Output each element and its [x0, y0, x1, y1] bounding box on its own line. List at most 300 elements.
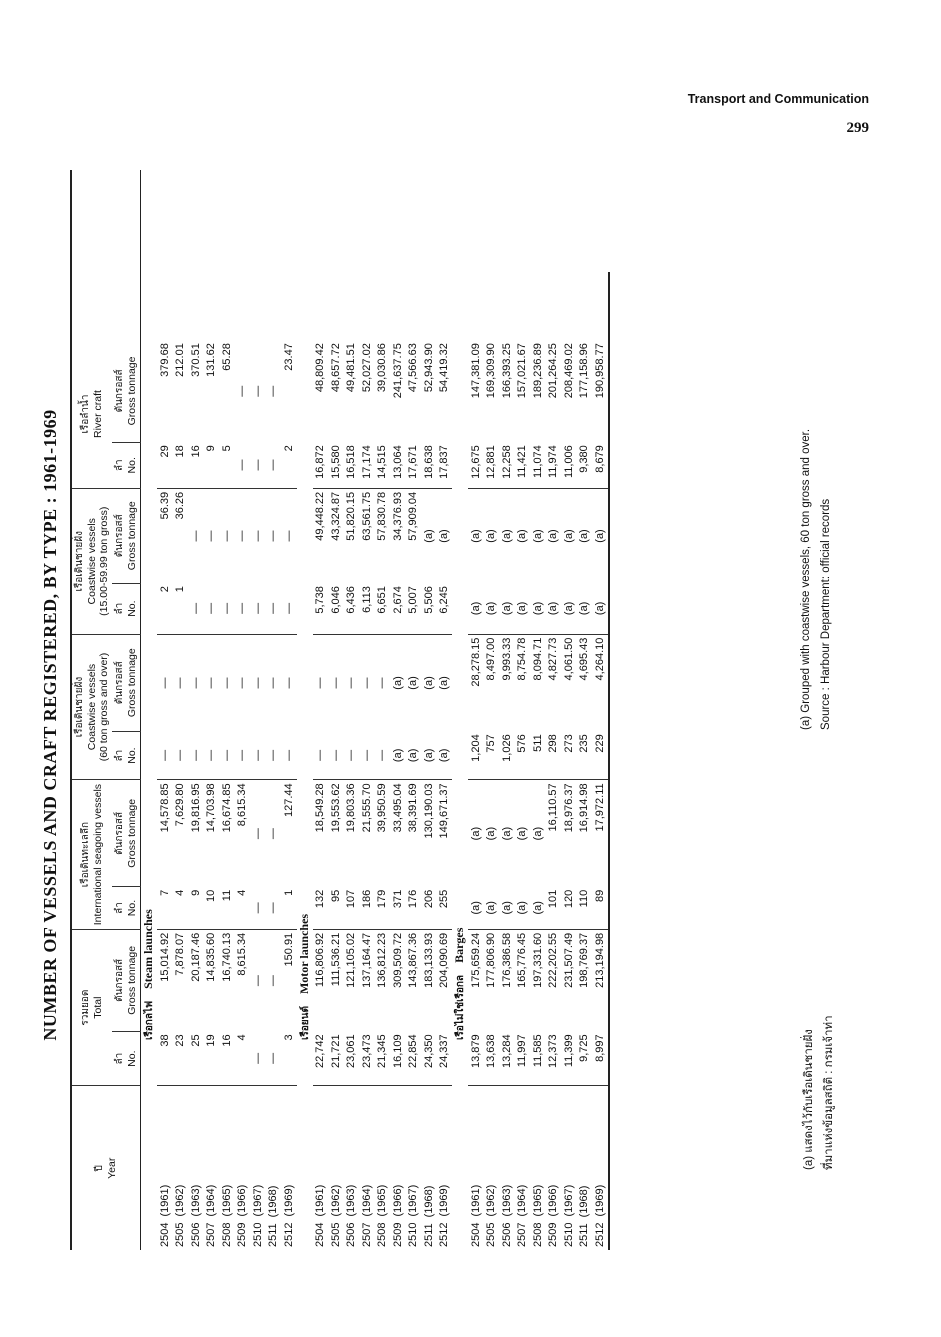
count-cell: 235 — [577, 731, 593, 780]
count-cell: 2 — [281, 442, 297, 488]
tonnage-cell: — — [282, 530, 295, 542]
tonnage-cell: 201,264.25 — [547, 343, 560, 399]
year-cell — [313, 1086, 329, 1250]
count-cell: 5,738 — [313, 583, 329, 634]
year-be: 2511 — [422, 1223, 435, 1247]
table-title: NUMBER OF VESSELS AND CRAFT REGISTERED, BY TYPE : 1961-1969 — [40, 409, 60, 1041]
tonnage-cell: 204,090.69 — [438, 932, 451, 988]
tonnage-cell: 4,827.73 — [547, 637, 560, 681]
year-ad: (1962) — [329, 1184, 342, 1217]
year-be: 2505 — [485, 1222, 498, 1247]
table-row — [499, 170, 515, 1250]
count-cell: (a) — [484, 583, 500, 634]
tonnage-cell: 4,695.43 — [578, 637, 591, 681]
section-header-row — [297, 170, 313, 1250]
table-row — [561, 170, 577, 1250]
count-cell: 12,675 — [468, 442, 484, 488]
count-cell: 12,258 — [499, 442, 515, 488]
year-cell — [592, 1086, 609, 1250]
year-ad: (1969) — [282, 1184, 295, 1217]
tonnage-cell: — — [189, 530, 202, 542]
table-row — [266, 170, 282, 1250]
count-cell: 255 — [437, 887, 453, 930]
tonnage-cell: 16,674.85 — [220, 783, 233, 833]
year-cell — [530, 1086, 546, 1250]
count-cell: 12,881 — [484, 442, 500, 488]
count-cell: — — [188, 731, 204, 780]
count-cell: 24,350 — [421, 1031, 437, 1086]
tonnage-cell: — — [282, 677, 295, 689]
tonnage-cell: — — [314, 677, 327, 689]
year-be: 2504 — [314, 1222, 327, 1247]
section-header-row — [452, 170, 468, 1250]
count-cell: 17,174 — [359, 442, 375, 488]
year-ad: (1961) — [314, 1184, 327, 1217]
year-cell — [468, 1086, 484, 1250]
count-cell: — — [250, 442, 266, 488]
table-row — [437, 170, 453, 1250]
year-be: 2506 — [345, 1222, 358, 1247]
tonnage-cell: 8,497.00 — [485, 637, 498, 681]
count-cell: 120 — [561, 887, 577, 930]
no-header: ลำ No. — [112, 1031, 141, 1086]
tonnage-cell: 8,754.78 — [516, 637, 529, 681]
count-cell: 24,337 — [437, 1031, 453, 1086]
tonnage-cell: 131.62 — [205, 343, 218, 377]
tonnage-cell: — — [345, 677, 358, 689]
tonnage-cell: (a) — [592, 488, 609, 583]
tonnage-cell: 63,561.75 — [360, 491, 373, 541]
tonnage-cell: 48,657.72 — [329, 343, 342, 393]
count-cell: — — [204, 731, 220, 780]
count-cell: 206 — [421, 887, 437, 930]
tonnage-cell: — — [251, 385, 264, 397]
river-header: เรือลำน้ำ River craft — [71, 340, 112, 488]
count-cell: 21,721 — [328, 1031, 344, 1086]
table-row — [375, 170, 391, 1250]
tonnage-cell: 16,914.98 — [578, 783, 591, 833]
year-be: 2504 — [469, 1222, 482, 1247]
tonnage-cell: 20,187.46 — [189, 932, 202, 982]
table-row — [406, 170, 422, 1250]
year-cell — [235, 1086, 251, 1250]
tonnage-cell: 16,110.57 — [547, 783, 560, 832]
tonnage-cell: 47,566.63 — [407, 343, 420, 393]
tonnage-cell: 4,061.50 — [562, 637, 575, 681]
count-cell: 132 — [313, 887, 329, 930]
count-cell: 9 — [188, 887, 204, 930]
tonnage-cell: 213,194.98 — [592, 929, 609, 1031]
tonnage-cell: — — [329, 677, 342, 689]
tonnage-cell: 147,381.09 — [469, 343, 482, 399]
year-ad: (1963) — [345, 1184, 358, 1217]
tonnage-cell: 57,830.78 — [376, 491, 389, 541]
count-cell: 38 — [157, 1031, 173, 1086]
count-cell: 9,725 — [577, 1031, 593, 1086]
count-cell: 10 — [204, 887, 220, 930]
tonnage-cell: (a) — [469, 529, 482, 543]
tonnage-cell: 208,469.02 — [562, 343, 575, 399]
count-cell: (a) — [484, 887, 500, 930]
tonnage-cell: 8,615.34 — [236, 932, 249, 976]
count-cell: 23 — [173, 1031, 189, 1086]
tonnage-cell: (a) — [438, 676, 451, 690]
tonnage-cell: (a) — [469, 826, 482, 841]
count-cell: 576 — [515, 731, 531, 780]
tonnage-cell: 65.28 — [220, 343, 233, 371]
tonnage-cell: 137,164.47 — [360, 932, 373, 988]
tonnage-cell: — — [376, 677, 389, 689]
tonnage-cell: 19,553.62 — [329, 783, 342, 833]
count-cell: 13,284 — [499, 1031, 515, 1086]
tonnage-cell: 175,659.24 — [469, 932, 482, 988]
count-cell: 95 — [328, 887, 344, 930]
tonnage-cell: 21,555.70 — [360, 783, 373, 833]
count-cell: 11,585 — [530, 1031, 546, 1086]
tonnage-cell: 183,133.93 — [422, 932, 435, 988]
header-row-groups — [71, 170, 112, 1250]
tonnage-cell: — — [251, 530, 264, 542]
count-cell: — — [250, 887, 266, 930]
count-cell: 13,638 — [484, 1031, 500, 1086]
count-cell: 22,742 — [313, 1031, 329, 1086]
tonnage-cell: 49,481.51 — [345, 343, 358, 393]
count-cell: — — [266, 583, 282, 634]
count-cell: 13,064 — [390, 442, 406, 488]
count-cell: 1 — [173, 583, 189, 634]
count-cell: 176 — [406, 887, 422, 930]
table-row — [592, 170, 609, 1250]
count-cell: 3 — [281, 1031, 297, 1086]
count-cell: 16 — [219, 1031, 235, 1086]
total-header: รวมยอด Total — [71, 929, 112, 1086]
year-be: 2506 — [189, 1222, 202, 1247]
year-be: 2507 — [360, 1222, 373, 1247]
section-label-en: Steam launches — [141, 909, 155, 989]
count-cell: 11 — [219, 887, 235, 930]
intl-header: เรือเดินทะเลลึก International seagoing vessels — [71, 780, 112, 929]
count-cell: 11,006 — [561, 442, 577, 488]
count-cell: — — [235, 442, 251, 488]
count-cell: — — [157, 731, 173, 780]
count-cell: (a) — [468, 583, 484, 634]
tonnage-cell: — — [220, 530, 233, 542]
section-label-thai: เรือกลไฟ — [144, 1000, 155, 1040]
year-ad: (1964) — [360, 1184, 373, 1217]
tonnage-cell: (a) — [578, 529, 591, 543]
year-cell — [188, 1086, 204, 1250]
count-cell: (a) — [515, 583, 531, 634]
count-cell: 11,997 — [515, 1031, 531, 1086]
table-row — [328, 170, 344, 1250]
tonnage-cell: 36.26 — [174, 491, 187, 520]
year-cell — [390, 1086, 406, 1250]
year-ad: (1965) — [220, 1184, 233, 1217]
tonnage-cell: 309,509.72 — [391, 932, 404, 988]
tonnage-cell: — — [189, 677, 202, 689]
tonnage-cell: (a) — [485, 826, 498, 841]
gt-header: ตันกรอสส์ Gross tonnage — [112, 929, 141, 1031]
count-cell: 1,204 — [468, 731, 484, 780]
tonnage-cell: 197,331.60 — [531, 932, 544, 988]
year-cell — [344, 1086, 360, 1250]
year-ad: (1963) — [500, 1184, 513, 1217]
tonnage-cell: (a) — [547, 529, 560, 543]
count-cell: 273 — [561, 731, 577, 780]
count-cell: 179 — [375, 887, 391, 930]
tonnage-cell: — — [267, 385, 280, 397]
tonnage-cell: 52,027.02 — [360, 343, 373, 393]
count-cell: — — [188, 583, 204, 634]
tonnage-cell: 177,806.90 — [485, 932, 498, 988]
count-cell: 101 — [546, 887, 562, 930]
table-row — [530, 170, 546, 1250]
tonnage-cell: — — [205, 677, 218, 689]
count-cell: — — [173, 731, 189, 780]
tonnage-cell: 16,740.13 — [220, 932, 233, 982]
tonnage-cell: — — [267, 530, 280, 542]
tonnage-cell: 149,671.37 — [438, 783, 451, 839]
count-cell: 22,854 — [406, 1031, 422, 1086]
count-cell: 4 — [235, 887, 251, 930]
tonnage-cell: 17,972.11 — [592, 780, 609, 887]
year-be: 2508 — [220, 1222, 233, 1247]
count-cell: 89 — [592, 887, 609, 930]
tonnage-cell: 28,278.15 — [469, 637, 482, 687]
gt-header: ตันกรอสส์ Gross tonnage — [112, 780, 141, 887]
page-number: 299 — [846, 120, 869, 136]
count-cell: 2,674 — [390, 583, 406, 634]
count-cell: (a) — [515, 887, 531, 930]
count-cell: — — [235, 583, 251, 634]
year-cell — [359, 1086, 375, 1250]
count-cell: 18 — [173, 442, 189, 488]
no-header: ลำ No. — [112, 583, 141, 634]
tonnage-cell: 176,386.58 — [500, 932, 513, 988]
tonnage-cell: 136,812.23 — [376, 932, 389, 988]
year-cell — [266, 1086, 282, 1250]
count-cell: 6,046 — [328, 583, 344, 634]
count-cell: — — [219, 583, 235, 634]
count-cell: 6,113 — [359, 583, 375, 634]
count-cell: — — [266, 731, 282, 780]
count-cell: 25 — [188, 1031, 204, 1086]
year-be: 2505 — [174, 1222, 187, 1247]
tonnage-cell: 241,637.75 — [391, 343, 404, 399]
table-row — [204, 170, 220, 1250]
count-cell: 9,380 — [577, 442, 593, 488]
section-label-thai: เรือไม่ใช่เรือกล — [455, 974, 466, 1040]
year-ad: (1963) — [189, 1184, 202, 1217]
table-row — [484, 170, 500, 1250]
tonnage-cell: 49,448.22 — [314, 491, 327, 541]
year-cell — [219, 1086, 235, 1250]
table-row — [235, 170, 251, 1250]
tonnage-cell: 19,803.36 — [345, 783, 358, 833]
tonnage-cell: — — [267, 828, 280, 840]
tonnage-cell: 379.68 — [158, 343, 171, 377]
count-cell: 21,345 — [375, 1031, 391, 1086]
table-row — [421, 170, 437, 1250]
year-ad: (1961) — [158, 1184, 171, 1217]
count-cell: 8,679 — [592, 442, 609, 488]
count-cell: — — [266, 1031, 282, 1086]
count-cell: 5 — [219, 442, 235, 488]
count-cell: 298 — [546, 731, 562, 780]
tonnage-cell: — — [158, 677, 171, 689]
tonnage-cell: 143,867.36 — [407, 932, 420, 988]
year-cell — [561, 1086, 577, 1250]
tonnage-cell: 370.51 — [189, 343, 202, 377]
count-cell: (a) — [577, 583, 593, 634]
tonnage-cell: 9,993.33 — [500, 637, 513, 681]
footnote-en: (a) Grouped with coastwise vessels, 60 ton gross and over. — [800, 428, 812, 730]
tonnage-cell: 157,021.67 — [516, 343, 529, 399]
table-row — [468, 170, 484, 1250]
year-be: 2512 — [282, 1222, 295, 1247]
tonnage-cell: (a) — [500, 826, 513, 841]
count-cell: 13,879 — [468, 1031, 484, 1086]
year-ad: (1962) — [485, 1184, 498, 1217]
count-cell: 11,399 — [561, 1031, 577, 1086]
tonnage-cell: (a) — [422, 529, 435, 543]
count-cell: 511 — [530, 731, 546, 780]
count-cell: 19 — [204, 1031, 220, 1086]
tonnage-cell: 14,578.85 — [158, 783, 171, 833]
count-cell: — — [281, 583, 297, 634]
tonnage-cell: 7,629.80 — [174, 783, 187, 827]
year-be: 2510 — [407, 1222, 420, 1247]
tonnage-cell: — — [236, 530, 249, 542]
tonnage-cell: 48,809.42 — [314, 343, 327, 393]
table-row — [173, 170, 189, 1250]
tonnage-cell: 39,030.86 — [376, 343, 389, 393]
year-ad: (1967) — [407, 1184, 420, 1217]
count-cell: (a) — [390, 731, 406, 780]
year-ad: (1962) — [174, 1184, 187, 1217]
count-cell: (a) — [546, 583, 562, 634]
year-ad: (1967) — [562, 1184, 575, 1217]
count-cell: 12,373 — [546, 1031, 562, 1086]
tonnage-cell: (a) — [531, 529, 544, 543]
year-ad: (1966) — [236, 1184, 249, 1217]
section-header-row — [141, 170, 158, 1250]
year-be: 2512 — [593, 1222, 606, 1247]
tonnage-cell: 43,324.87 — [329, 491, 342, 541]
count-cell: 110 — [577, 887, 593, 930]
tonnage-cell: — — [360, 677, 373, 689]
count-cell: 229 — [592, 731, 609, 780]
tonnage-cell: 7,878.07 — [174, 932, 187, 976]
table-row — [250, 170, 266, 1250]
count-cell: 11,074 — [530, 442, 546, 488]
tonnage-cell: 8,615.34 — [236, 783, 249, 827]
rotated-table-page — [40, 150, 840, 1250]
year-cell — [204, 1086, 220, 1250]
tonnage-cell: 189,236.89 — [531, 343, 544, 399]
tonnage-cell: 231,507.49 — [562, 932, 575, 988]
footnote-thai: (a) แสดงไว้กับเรือเดินชายฝั่ง — [803, 1029, 815, 1170]
tonnage-cell: (a) — [438, 529, 451, 543]
tonnage-cell: (a) — [531, 826, 544, 841]
count-cell: — — [359, 731, 375, 780]
year-cell — [437, 1086, 453, 1250]
count-cell: — — [266, 887, 282, 930]
no-header: ลำ No. — [112, 887, 141, 930]
year-cell — [577, 1086, 593, 1250]
tonnage-cell: — — [251, 828, 264, 840]
year-cell — [484, 1086, 500, 1250]
year-be: 2509 — [391, 1222, 404, 1247]
tonnage-cell: (a) — [391, 676, 404, 690]
year-cell — [281, 1086, 297, 1250]
count-cell: — — [250, 1031, 266, 1086]
tonnage-cell: 18,549.28 — [314, 783, 327, 833]
count-cell: (a) — [499, 887, 515, 930]
year-header: ปี Year — [71, 1086, 141, 1250]
count-cell: (a) — [530, 583, 546, 634]
tonnage-cell: — — [267, 677, 280, 689]
gt-header: ตันกรอสส์ Gross tonnage — [112, 634, 141, 731]
tonnage-cell: 150.91 — [282, 932, 295, 967]
count-cell: (a) — [421, 731, 437, 780]
year-be: 2508 — [376, 1222, 389, 1247]
count-cell: — — [328, 731, 344, 780]
table-row — [281, 170, 297, 1250]
count-cell: 17,837 — [437, 442, 453, 488]
year-cell — [375, 1086, 391, 1250]
table-row — [188, 170, 204, 1250]
source-en: Source : Harbour Department: official records — [820, 498, 832, 730]
count-cell: 17,671 — [406, 442, 422, 488]
year-ad: (1965) — [376, 1184, 389, 1217]
tonnage-cell: 190,958.77 — [592, 340, 609, 442]
table-row — [344, 170, 360, 1250]
tonnage-cell: 177,158.96 — [578, 343, 591, 399]
year-ad: (1964) — [205, 1184, 218, 1217]
table-row — [577, 170, 593, 1250]
tonnage-cell: (a) — [407, 676, 420, 690]
count-cell: — — [266, 442, 282, 488]
count-cell: 16,872 — [313, 442, 329, 488]
count-cell: 4 — [173, 887, 189, 930]
year-ad: (1968) — [267, 1185, 280, 1218]
year-ad: (1966) — [547, 1184, 560, 1217]
count-cell: 7 — [157, 887, 173, 930]
count-cell: 11,421 — [515, 442, 531, 488]
tonnage-cell: 111,536.21 — [329, 932, 342, 987]
count-cell: 6,245 — [437, 583, 453, 634]
tonnage-cell: — — [220, 677, 233, 689]
count-cell: — — [250, 583, 266, 634]
source-thai: ที่มาแห่งข้อมูลสถิติ : กรมเจ้าท่า — [823, 1015, 835, 1170]
tonnage-cell: 8,094.71 — [531, 637, 544, 681]
count-cell: — — [204, 583, 220, 634]
count-cell: 2 — [157, 583, 173, 634]
year-be: 2509 — [236, 1222, 249, 1247]
gt-header: ตันกรอสส์ Gross tonnage — [112, 340, 141, 442]
tonnage-cell: 34,376.93 — [391, 491, 404, 541]
count-cell: 29 — [157, 442, 173, 488]
count-cell: — — [375, 731, 391, 780]
count-cell: 16 — [188, 442, 204, 488]
tonnage-cell: — — [251, 975, 264, 987]
year-ad: (1968) — [422, 1185, 435, 1218]
year-ad: (1968) — [578, 1185, 591, 1218]
tonnage-cell: 51,820.15 — [345, 491, 358, 541]
count-cell: 107 — [344, 887, 360, 930]
tonnage-cell: (a) — [485, 529, 498, 543]
